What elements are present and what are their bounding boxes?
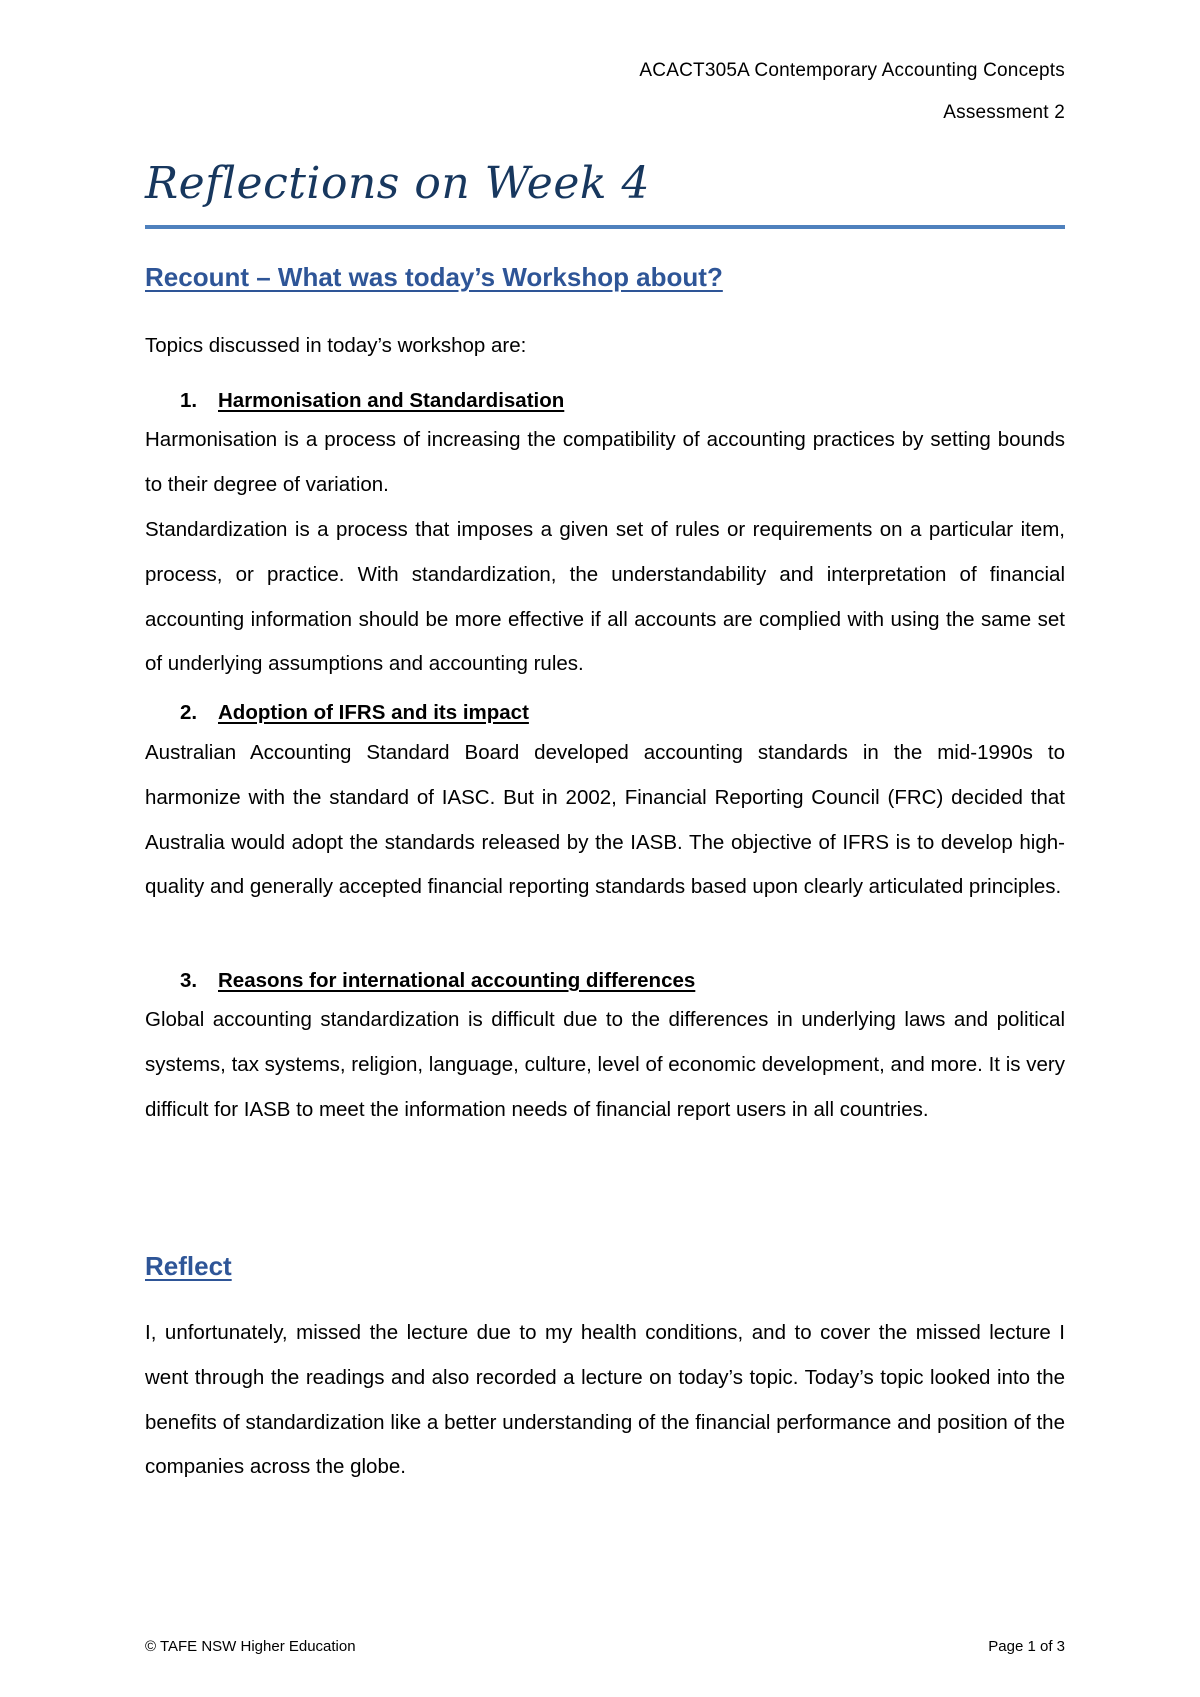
item-2-paragraph-1: Australian Accounting Standard Board developed accounting standards in the mid-1990s to harmonize with the standard of IASC. But in 2002, Financial Reporting Council (FRC) decided that Australia would adopt the standards released by the IASB. The objective of IFRS is to develop high-quality and generally accepted financial reporting standards based upon clearly articulated principles. [145,741,1065,899]
document-page [145,0,1065,1697]
header-assessment: Assessment 2 [943,102,1065,123]
footer-copyright: © TAFE NSW Higher Education [145,1638,356,1655]
item-label-1: Harmonisation and Standardisation [218,389,565,412]
page-title: Reflections on Week 4 [145,158,651,209]
item-label-3: Reasons for international accounting differences [218,969,696,992]
item-heading-2 [180,701,529,725]
footer-page-number: Page 1 of 3 [988,1638,1065,1655]
item-heading-1 [180,389,564,413]
item-3-paragraph-1: Global accounting standardization is difficult due to the differences in underlying laws and political systems, tax systems, religion, language, culture, level of economic development, and more. It is very difficult for IASB to meet the information needs of financial report users in all countries. [145,1008,1065,1121]
title-divider [145,225,1065,229]
reflect-paragraph: I, unfortunately, missed the lecture due to my health conditions, and to cover the missed lecture I went through the readings and also recorded a lecture on today’s topic. Today’s topic looked into the benefits of standardization like a better understanding of the financial performance and position of the companies across the globe. [145,1321,1065,1479]
item-heading-3 [180,969,695,993]
item-1-paragraph-1: Harmonisation is a process of increasing the compatibility of accounting practices by setting bounds to their degree of variation. [145,428,1065,496]
item-1-paragraph-2: Standardization is a process that imposes a given set of rules or requirements on a particular item, process, or practice. With standardization, the understandability and interpretation of financial accounting information should be more effective if all accounts are complied with using the same set of underlying assumptions and accounting rules. [145,518,1065,676]
item-number-1: 1. [180,389,198,412]
reflect-heading: Reflect [145,1251,232,1281]
recount-heading: Recount – What was today’s Workshop about? [145,262,723,292]
recount-intro: Topics discussed in today’s workshop are: [145,334,527,357]
item-label-2: Adoption of IFRS and its impact [218,701,529,724]
header-course: ACACT305A Contemporary Accounting Concepts [639,60,1065,81]
item-number-3: 3. [180,969,198,992]
item-number-2: 2. [180,701,198,724]
